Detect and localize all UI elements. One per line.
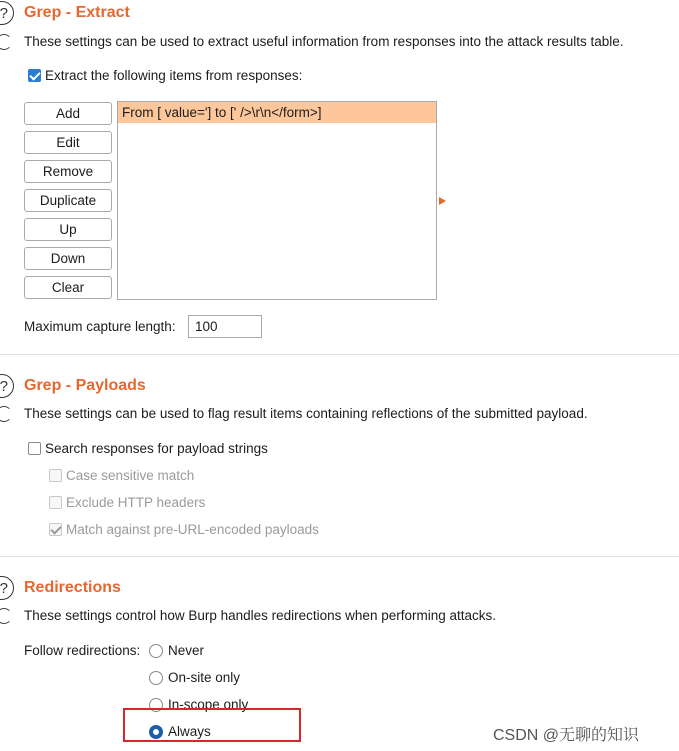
watermark: CSDN @无聊的知识 (493, 727, 640, 744)
remove-button[interactable]: Remove (24, 160, 112, 183)
extract-items-checkbox[interactable] (28, 69, 41, 82)
case-sensitive-checkbox[interactable] (49, 469, 62, 482)
exclude-http-headers-checkbox[interactable] (49, 496, 62, 509)
refresh-icon[interactable] (0, 34, 12, 50)
refresh-icon[interactable] (0, 406, 12, 422)
edit-button[interactable]: Edit (24, 131, 112, 154)
add-button[interactable]: Add (24, 102, 112, 125)
radio-never-label: Never (168, 643, 205, 658)
max-capture-length-label: Maximum capture length: (24, 319, 176, 334)
match-pre-url-encoded-label: Match against pre-URL-encoded payloads (66, 522, 319, 537)
radio-on-site-only[interactable] (149, 671, 163, 685)
section-description-redirections: These settings control how Burp handles redirections when performing attacks. (24, 608, 496, 623)
radio-on-site-only-label: On-site only (168, 670, 241, 685)
follow-redirections-label: Follow redirections: (24, 643, 141, 658)
radio-in-scope-only-label: In-scope only (168, 697, 249, 712)
match-pre-url-encoded-checkbox[interactable] (49, 523, 62, 536)
help-icon[interactable]: ? (0, 1, 14, 25)
down-button[interactable]: Down (24, 247, 112, 270)
case-sensitive-label: Case sensitive match (66, 468, 195, 483)
refresh-icon[interactable] (0, 608, 12, 624)
search-payload-strings-checkbox[interactable] (28, 442, 41, 455)
section-description-grep-payloads: These settings can be used to flag result items containing reflections of the submitted payload. (24, 406, 588, 421)
extract-items-list[interactable] (117, 101, 437, 300)
section-divider (0, 354, 679, 355)
section-title-grep-extract: Grep - Extract (24, 4, 130, 21)
radio-always-label: Always (168, 724, 211, 739)
clear-button[interactable]: Clear (24, 276, 112, 299)
section-title-redirections: Redirections (24, 579, 121, 596)
extract-items-label: Extract the following items from responses: (45, 68, 303, 83)
up-button[interactable]: Up (24, 218, 112, 241)
search-payload-strings-label: Search responses for payload strings (45, 441, 268, 456)
list-item[interactable]: From [ value='] to [' />\r\n</form>] (118, 102, 436, 123)
help-icon[interactable]: ? (0, 576, 14, 600)
exclude-http-headers-label: Exclude HTTP headers (66, 495, 206, 510)
expand-arrow-icon[interactable] (439, 197, 446, 205)
section-description-grep-extract: These settings can be used to extract useful information from responses into the attack results table. (24, 34, 624, 49)
duplicate-button[interactable]: Duplicate (24, 189, 112, 212)
max-capture-length-input[interactable]: 100 (188, 315, 262, 338)
help-icon[interactable]: ? (0, 374, 14, 398)
annotation-highlight-box (123, 708, 301, 742)
radio-never[interactable] (149, 644, 163, 658)
section-title-grep-payloads: Grep - Payloads (24, 377, 146, 394)
section-divider (0, 556, 679, 557)
